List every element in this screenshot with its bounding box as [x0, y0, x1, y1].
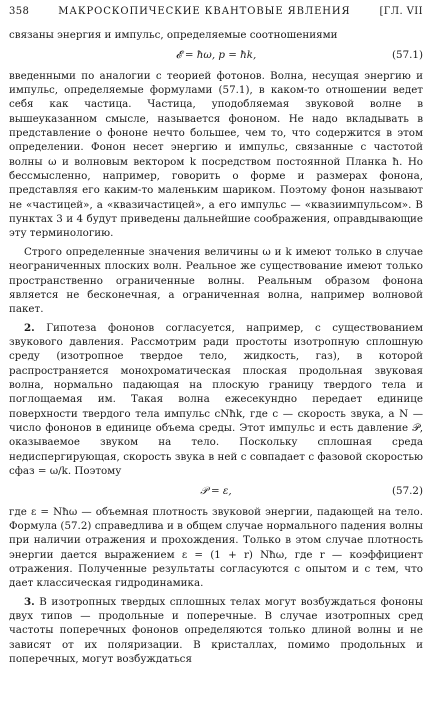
paragraph-text: Гипотеза фононов согласуется, например, с существованием звукового давления. Рассмотрим ради простоты изотропную сплошную среду (изотропное твердое тело, жидкость, газ), в которой распространяется монохроматическая плоская продольная звуковая волна, нормально падающая на плоскую границу твердого тела и поглощаемая им. Такая волна ежесекундно передает единице поверхности твердого тела импульс cNħk, где c — скорость звука, а N — число фононов в единице объема среды. Этот импульс и есть давление 𝒫, оказываемое звуком на тело. Поскольку сплошная среда недиспергирующая, скорость звука в ней c совпадает с фазовой скоростью cфаз = ω/k. Поэтому: [9, 321, 423, 477]
equation-formula: 𝓔 = ħω, p = ħk,: [175, 49, 257, 62]
page-number: 358: [9, 6, 30, 17]
section-number: 2.: [24, 321, 35, 334]
running-header: [9, 6, 423, 17]
chapter-label: [ГЛ. VII: [379, 6, 423, 17]
equation-number: (57.2): [392, 485, 423, 498]
paragraph-sound-pressure: [9, 321, 423, 479]
paragraph-text: В изотропных твердых сплошных телах могут возбуждаться фононы двух типов — продольные и поперечные. В случае изотропных сред частоты поперечных фононов определяются только длиной волны и не зависят от их поляризации. В кристаллах, помимо продольных и поперечных, могут возбуждаться: [9, 595, 423, 666]
running-title: МАКРОСКОПИЧЕСКИЕ КВАНТОВЫЕ ЯВЛЕНИЯ: [58, 6, 351, 17]
equation-57-1: [9, 48, 423, 62]
paragraph-energy-density: где ε = Nħω — объемная плотность звуковой энергии, падающей на тело. Формула (57.2) справедлива и в общем случае нормального падения волны при наличии отражения и прохождения. Только в этом случае плотность энергии дается выражением ε = (1 + r) Nħω, где r — коэффициент отражения. Полученные результаты согласуются с опытом и с тем, что дает классическая гидродинамика.: [9, 505, 423, 590]
paragraph-intro: связаны энергия и импульс, определяемые соотношениями: [9, 29, 338, 41]
equation-57-2: [9, 484, 423, 498]
section-number: 3.: [24, 595, 35, 608]
paragraph-phonon-types: [9, 595, 423, 667]
paragraph-plane-waves: Строго определенные значения величины ω и k имеют только в случае неограниченных плоских волн. Реальное же существование имеют только пространственно ограниченные волны. Реальным образом фонона является не бесконечная, а ограниченная волна, например волновой пакет.: [9, 245, 423, 316]
equation-formula: 𝒫 = ε,: [200, 485, 232, 498]
paragraph-phonon-definition: введенными по аналогии с теорией фотонов. Волна, несущая энергию и импульс, определяемые формулами (57.1), в каком-то отношении ведет себя как частица. Частица, уподобляемая звуковой волне в вышеуказанном смысле, называется фононом. Не надо вкладывать в представление о фононе нечто большее, чем то, что содержится в этом определении. Фонон несет энергию и импульс, связанные с частотой волны ω и волновым вектором k посредством постоянной Планка ħ. Но бессмысленно, например, говорить о форме и размерах фонона, представляя его каким-то маленьким шариком. Поэтому фонон называют не «частицей», а «квазичастицей», а его импульс — «квазиимпульсом». В пунктах 3 и 4 будут приведены дальнейшие соображения, оправдывающие эту терминологию.: [9, 69, 423, 240]
equation-number: (57.1): [392, 49, 423, 62]
